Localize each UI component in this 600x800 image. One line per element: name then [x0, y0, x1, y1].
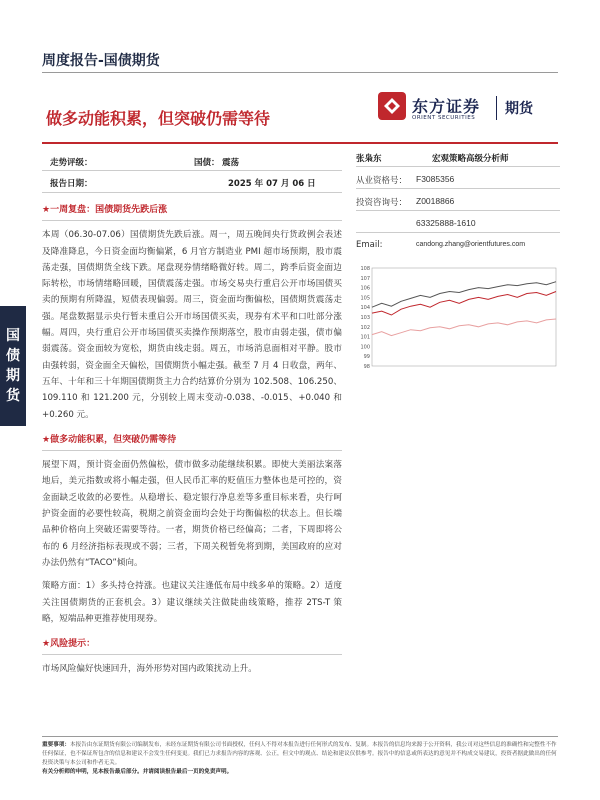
outlook-text: 展望下周，预计资金面仍然偏松，债市做多动能继续积累。即使大美丽法案落地后，美元指数或将小幅走强，但人民币汇率的贬值压力整体也是可控的，资金面缺乏收敛的必要性。从稳增长、稳定银行净息差等多重目标来看，央行呵护资金面的必要性较高，税期之前资金面均会处于均衡偏松的状态上。但长端品种价格向上突破还需要等待。一者，期货价格已经偏高；二者，下周即将公布的 6 月经济指标表现或不弱；三者，下周关税暂免将到期，美国政府的应对办法仍然有“TACO”倾向。 [42, 460, 342, 568]
y-tick-label: 99 [363, 354, 370, 361]
analyst-divider [356, 232, 560, 233]
section-heading-outlook: ★做多动能积累，但突破仍需等待 [42, 430, 342, 451]
analyst-divider [356, 210, 560, 211]
header-divider [42, 72, 558, 73]
footer-disclaimer [42, 741, 558, 777]
email-label: Email: [356, 240, 383, 250]
disclaimer-closing: 有关分析师的申明，见本报告最后部分。并请阅读报告最后一页的免责声明。 [42, 769, 233, 775]
logo-separator [496, 96, 497, 120]
analyst-divider [356, 188, 560, 189]
email-value[interactable]: candong.zhang@orientfutures.com [416, 241, 526, 248]
disclaimer-text: 本报告由东证期货有限公司编制发布，未经东证期货有限公司书面授权，任何人不得对本报告进行任何形式的发布、复制。本报告的信息均来源于公开资料，我公司对这些信息的准确性和完整性不作任何保证，也不保证所包含的信息和建议不会发生任何变更。我们已力求报告内容的客观、公正，但文中的观点、结论和建议仅供参考。报告中的信息或所表达的意见并不构成交易建议，投资者据此做出的任何投资决策与本公司和作者无关。 [42, 742, 557, 766]
side-tab-char: 债 [6, 348, 20, 364]
analyst-divider [356, 166, 560, 167]
series-line [372, 319, 556, 336]
report-meta [42, 150, 342, 196]
y-tick-label: 104 [360, 305, 370, 312]
series-line [372, 292, 556, 316]
company-logo [378, 92, 568, 128]
license-label: 从业资格号： [356, 176, 408, 186]
title-divider [42, 142, 558, 144]
logo-company-name: 东方证券 [412, 97, 481, 116]
category-side-tab [0, 306, 26, 426]
price-chart [356, 262, 560, 374]
section-heading-risk: ★风险提示： [42, 634, 342, 655]
date-value: 2025 年 07 月 06 日 [228, 179, 316, 189]
report-type-header: 周度报告-国债期货 [42, 53, 160, 69]
series-line [372, 282, 556, 308]
y-tick-label: 103 [360, 315, 370, 321]
report-title: 做多动能积累，但突破仍需等待 [46, 109, 271, 128]
chart-frame [372, 268, 556, 366]
consult-value: Z0018866 [416, 196, 455, 206]
y-tick-label: 108 [360, 266, 370, 272]
meta-divider [42, 170, 342, 171]
y-tick-label: 101 [360, 334, 370, 341]
y-tick-label: 106 [360, 285, 370, 292]
y-tick-label: 102 [360, 324, 370, 331]
logo-company-name-en: ORIENT SECURITIES [412, 115, 476, 121]
y-tick-label: 98 [363, 364, 370, 370]
risk-text: 市场风险偏好快速回升，海外形势对国内政策扰动上升。 [42, 664, 257, 675]
analyst-title: 宏观策略高级分析师 [432, 154, 509, 164]
footer-divider [42, 736, 558, 737]
price-chart-svg [356, 262, 560, 374]
side-tab-char: 国 [6, 328, 20, 344]
y-tick-label: 107 [360, 275, 370, 282]
y-tick-label: 105 [360, 295, 370, 302]
section-heading-weekly-review: ★一周复盘：国债期货先跌后涨 [42, 200, 342, 221]
report-body [42, 200, 342, 685]
analyst-phone: 63325888-1610 [416, 218, 476, 228]
weekly-review-text: 本周（06.30-07.06）国债期货先跌后涨。周一，周五晚间央行货政例会表述及降准降息，今日资金面均衡偏紧，6 月官方制造业 PMI 超市场预期，股市震荡走强，国债期货全线下跌。尾盘现券情绪略微好转。周二，跨季后资金面边际转松，市场情绪略回暖，国债震荡走强。市场交易央行重启公开市场国债买卖的预期有所降温，短债表现偏弱。周三，资金面均衡偏松，国债期货震荡走强。尾盘数据显示央行暂未重启公开市场国债买卖，现券有术平和口吐部分涨幅。周四，央行重启公开市场国债买卖操作预期落空，股市由弱走强，债市偏弱震荡。资金面较为宽松，期货由线走弱。周五，市场消息面相对平静。股市由强转弱，资金面全天偏松，国债期货小幅走强。截至 7 月 4 日收盘，两年、五年、十年和三十年期国债期货主力合约结算价分别为 102.508、106.250、109.110 和 121.200 元，分别较上周末变动-0.038、-0.015、+0.040 和+0.260 元。 [42, 230, 342, 420]
side-tab-char: 货 [6, 388, 20, 404]
meta-divider [42, 192, 342, 193]
disclaimer-label: 重要事项： [42, 742, 70, 748]
logo-tag: 期货 [505, 101, 533, 117]
strategy-text: 策略方面：1）多头持仓持涨。也建议关注逢低布局中线多单的策略。2）适度关注国债期货的正套机会。3）建议继续关注做陡曲线策略，推荐 2TS-T 策略，短端品种更推荐使用现券。 [42, 581, 342, 624]
side-tab-char: 期 [6, 368, 20, 384]
logo-mark-icon [378, 92, 406, 120]
rating-item: 国债： [194, 158, 220, 168]
rating-label: 走势评级： [50, 158, 93, 168]
rating-value: 震荡 [222, 158, 240, 168]
analyst-name: 张枭东 [356, 154, 382, 164]
consult-label: 投资咨询号： [356, 198, 408, 208]
date-label: 报告日期： [50, 179, 93, 189]
y-tick-label: 100 [360, 344, 370, 351]
license-value: F3085356 [416, 174, 455, 184]
